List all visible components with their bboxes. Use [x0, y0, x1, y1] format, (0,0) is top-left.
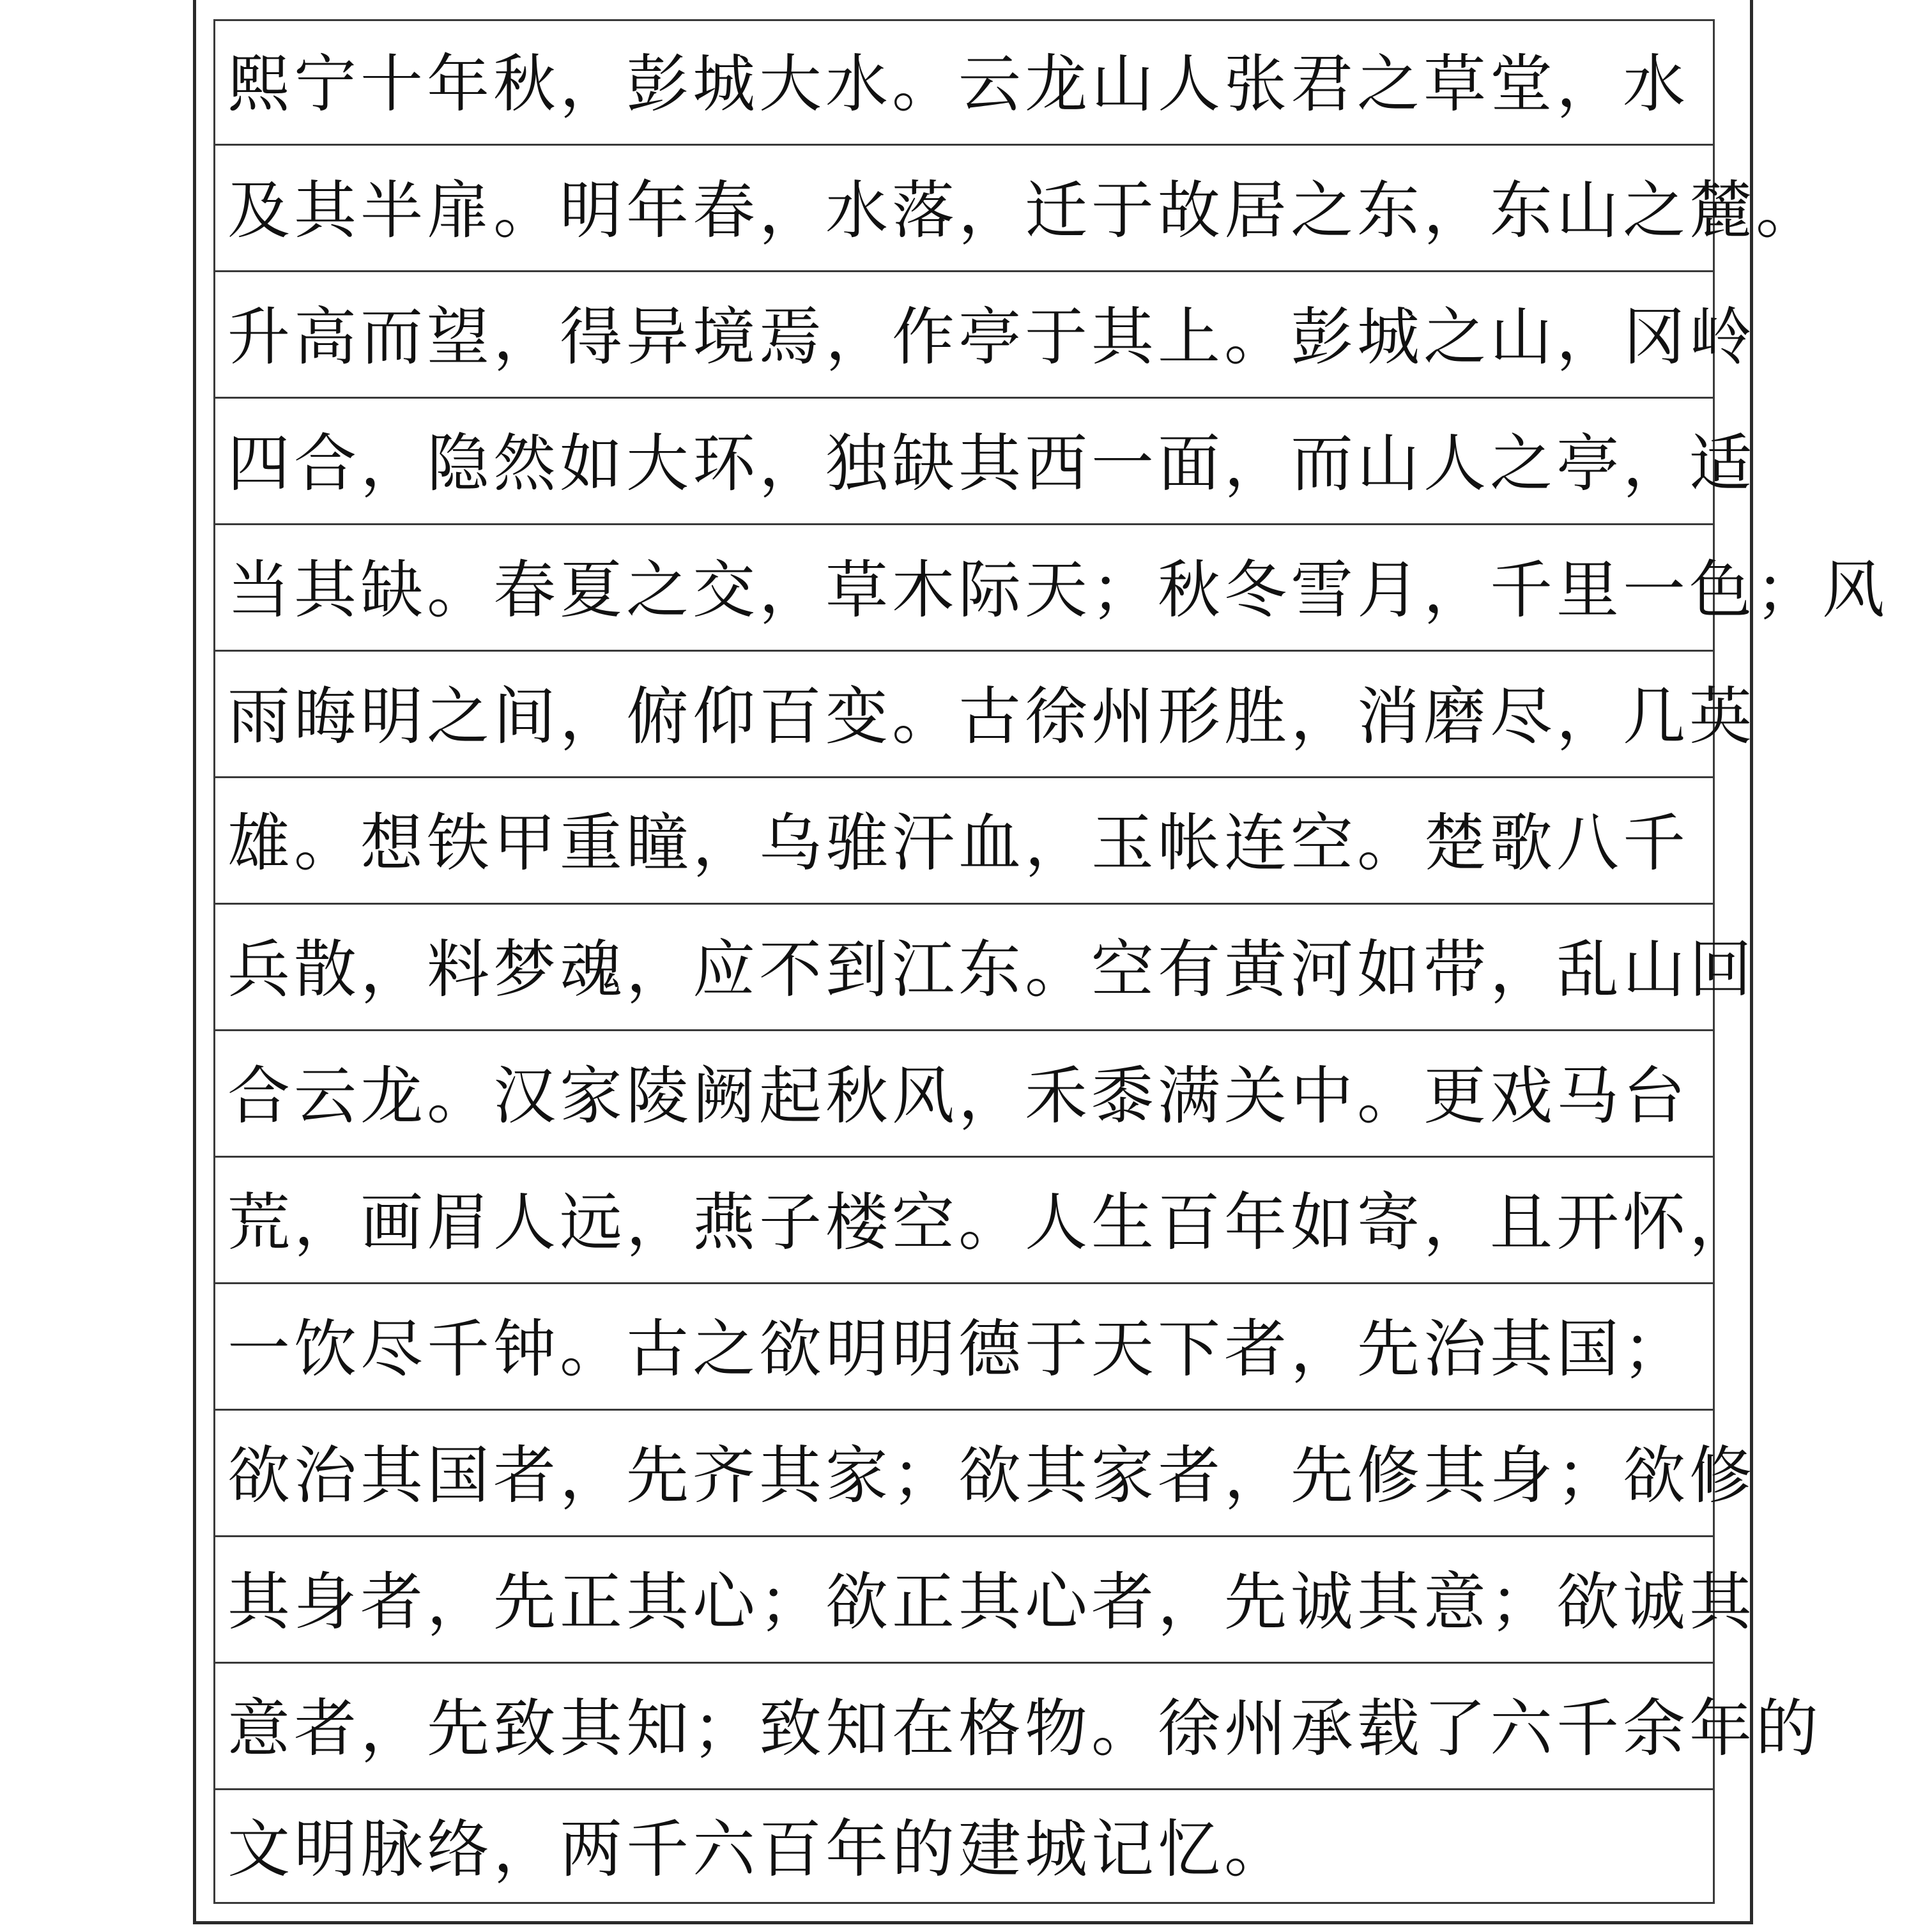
text-line-5: 当其缺。春夏之交，草木际天；秋冬雪月，千里一色；风	[213, 525, 1715, 652]
text-line-10: 荒，画眉人远，燕子楼空。人生百年如寄，且开怀，	[213, 1158, 1715, 1284]
text-line-12: 欲治其国者，先齐其家；欲其家者，先修其身；欲修	[213, 1411, 1715, 1537]
text-line-8: 兵散，料梦魂，应不到江东。空有黄河如带，乱山回	[213, 905, 1715, 1031]
text-line-6: 雨晦明之间，俯仰百变。古徐州形胜，消磨尽，几英	[213, 652, 1715, 778]
text-line-14: 意者，先致其知；致知在格物。徐州承载了六千余年的	[213, 1664, 1715, 1790]
text-line-3: 升高而望，得异境焉，作亭于其上。彭城之山，冈岭	[213, 272, 1715, 399]
text-line-11: 一饮尽千钟。古之欲明明德于天下者，先治其国；	[213, 1284, 1715, 1411]
text-line-15: 文明脉络，两千六百年的建城记忆。	[227, 1813, 1291, 1886]
text-line-9: 合云龙。汉家陵阙起秋风，禾黍满关中。更戏马台	[213, 1031, 1715, 1158]
text-line-2: 及其半扉。明年春，水落，迁于故居之东，东山之麓。	[213, 146, 1715, 272]
text-line-1: 熙宁十年秋，彭城大水。云龙山人张君之草堂，水	[213, 19, 1715, 146]
text-line-7: 雄。想铁甲重瞳，乌骓汗血，玉帐连空。楚歌八千	[213, 778, 1715, 905]
text-line-13: 其身者，先正其心；欲正其心者，先诚其意；欲诚其	[213, 1537, 1715, 1664]
text-line-4: 四合，隐然如大环，独缺其西一面，而山人之亭，适	[213, 399, 1715, 525]
